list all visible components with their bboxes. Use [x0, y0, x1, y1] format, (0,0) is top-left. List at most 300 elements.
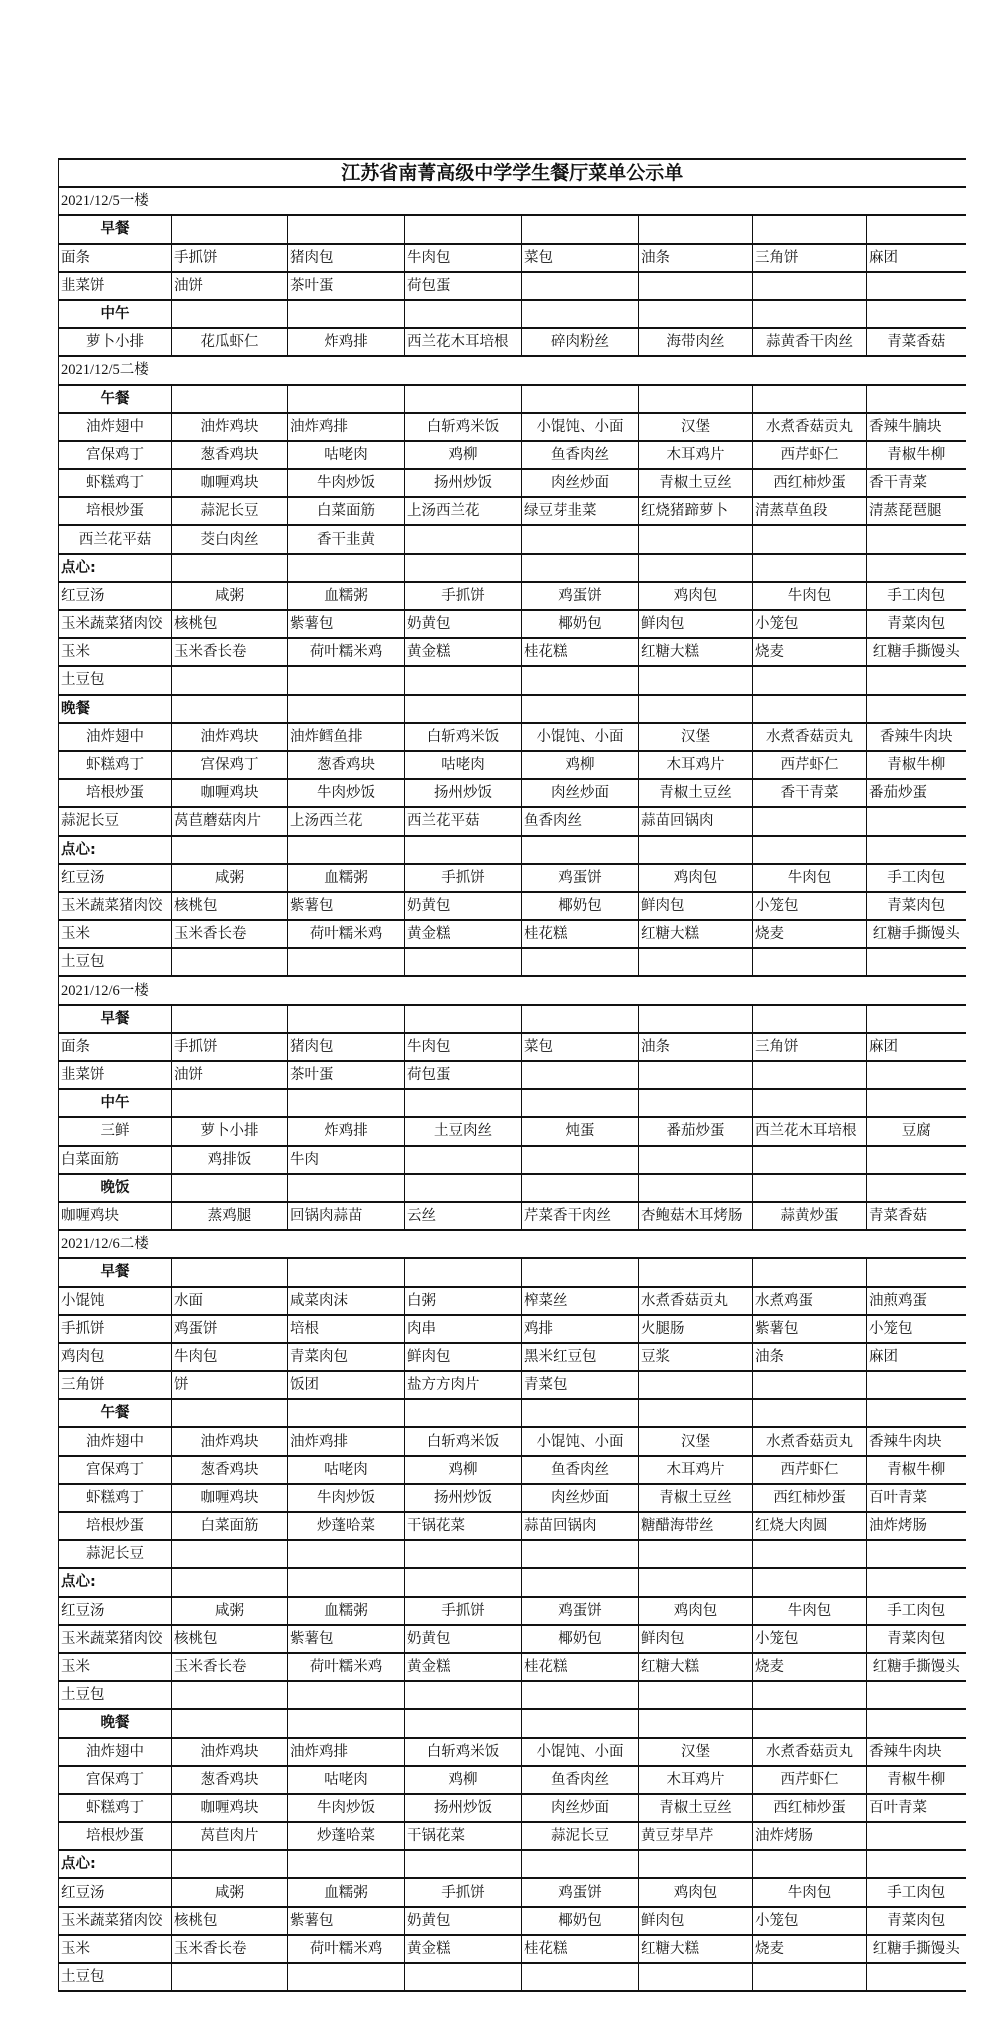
dish-cell: 土豆包	[59, 666, 172, 694]
empty-cell	[172, 1089, 288, 1117]
dish-cell: 小笼包	[753, 610, 867, 638]
empty-cell	[753, 1061, 867, 1089]
section-date-row	[59, 976, 966, 1004]
dish-cell: 红豆汤	[59, 864, 172, 892]
dish-cell: 咕咾肉	[288, 441, 405, 469]
dish-cell: 饭团	[288, 1371, 405, 1399]
dish-cell: 油条	[753, 1343, 867, 1371]
meal-header-row	[59, 1089, 966, 1117]
menu-item-row	[59, 948, 966, 976]
dish-cell: 小馄饨、小面	[522, 1427, 639, 1455]
dish-cell: 海带肉丝	[639, 328, 753, 356]
dish-cell: 青菜肉包	[867, 1625, 966, 1653]
dish-cell: 黄金糕	[405, 1935, 522, 1963]
empty-cell	[522, 1963, 639, 1991]
dish-cell: 小笼包	[753, 1907, 867, 1935]
dish-cell: 鲜肉包	[639, 610, 753, 638]
dish-cell: 青椒牛柳	[867, 751, 966, 779]
dish-cell: 小馄饨、小面	[522, 1738, 639, 1766]
dish-cell: 核桃包	[172, 610, 288, 638]
dish-cell: 油饼	[172, 272, 288, 300]
empty-cell	[867, 1399, 966, 1427]
empty-cell	[405, 1850, 522, 1878]
dish-cell: 小馄饨、小面	[522, 413, 639, 441]
empty-cell	[172, 1174, 288, 1202]
empty-cell	[522, 1258, 639, 1286]
section-date-label: 2021/12/6二楼	[59, 1230, 966, 1258]
menu-item-row	[59, 666, 966, 694]
empty-cell	[522, 1568, 639, 1596]
empty-cell	[867, 1089, 966, 1117]
dish-cell: 咸菜肉沫	[288, 1287, 405, 1315]
dish-cell: 红豆汤	[59, 1597, 172, 1625]
dish-cell: 小笼包	[753, 892, 867, 920]
menu-item-row	[59, 1963, 966, 1991]
meal-label: 点心:	[59, 554, 172, 582]
dish-cell: 烧麦	[753, 1653, 867, 1681]
section-date-row	[59, 356, 966, 384]
empty-cell	[867, 1822, 966, 1850]
dish-cell: 青椒牛柳	[867, 441, 966, 469]
empty-cell	[405, 1568, 522, 1596]
empty-cell	[639, 1709, 753, 1737]
dish-cell: 鸡蛋饼	[172, 1315, 288, 1343]
section-date-label: 2021/12/6一楼	[59, 976, 966, 1004]
dish-cell: 油炸烤肠	[867, 1512, 966, 1540]
empty-cell	[405, 1146, 522, 1174]
dish-cell: 面条	[59, 1033, 172, 1061]
dish-cell: 麻团	[867, 244, 966, 272]
dish-cell: 咖喱鸡块	[59, 1202, 172, 1230]
dish-cell: 鸡肉包	[639, 1878, 753, 1906]
dish-cell: 虾糕鸡丁	[59, 469, 172, 497]
empty-cell	[172, 300, 288, 328]
dish-cell: 蒸鸡腿	[172, 1202, 288, 1230]
dish-cell: 汉堡	[639, 1427, 753, 1455]
empty-cell	[753, 215, 867, 243]
dish-cell: 蒜黄炒蛋	[753, 1202, 867, 1230]
empty-cell	[522, 1540, 639, 1568]
dish-cell: 青菜香菇	[867, 328, 966, 356]
dish-cell: 荷叶糯米鸡	[288, 638, 405, 666]
dish-cell: 手抓饼	[172, 1033, 288, 1061]
empty-cell	[172, 554, 288, 582]
dish-cell: 西兰花平菇	[405, 807, 522, 835]
dish-cell: 青椒土豆丝	[639, 1484, 753, 1512]
dish-cell: 韭菜饼	[59, 1061, 172, 1089]
section-date-label: 2021/12/5一楼	[59, 187, 966, 215]
empty-cell	[288, 1258, 405, 1286]
dish-cell: 荷叶糯米鸡	[288, 920, 405, 948]
empty-cell	[522, 385, 639, 413]
meal-label: 早餐	[59, 1005, 172, 1033]
empty-cell	[405, 948, 522, 976]
dish-cell: 炸鸡排	[288, 328, 405, 356]
dish-cell: 干锅花菜	[405, 1822, 522, 1850]
dish-cell: 鸡肉包	[639, 1597, 753, 1625]
empty-cell	[867, 554, 966, 582]
dish-cell: 上汤西兰花	[405, 497, 522, 525]
menu-item-row	[59, 807, 966, 835]
empty-cell	[522, 1061, 639, 1089]
menu-item-row	[59, 469, 966, 497]
empty-cell	[172, 836, 288, 864]
dish-cell: 椰奶包	[522, 1625, 639, 1653]
empty-cell	[867, 1061, 966, 1089]
menu-item-row	[59, 441, 966, 469]
dish-cell: 汉堡	[639, 723, 753, 751]
menu-item-row	[59, 1371, 966, 1399]
dish-cell: 茶叶蛋	[288, 272, 405, 300]
empty-cell	[639, 1540, 753, 1568]
dish-cell: 黄金糕	[405, 1653, 522, 1681]
title-row	[59, 159, 966, 187]
empty-cell	[867, 695, 966, 723]
dish-cell: 香辣牛肉块	[867, 1427, 966, 1455]
menu-item-row	[59, 1935, 966, 1963]
empty-cell	[753, 272, 867, 300]
dish-cell: 油煎鸡蛋	[867, 1287, 966, 1315]
menu-item-row	[59, 1738, 966, 1766]
dish-cell: 牛肉包	[753, 1878, 867, 1906]
menu-item-row	[59, 525, 966, 553]
menu-item-row	[59, 244, 966, 272]
empty-cell	[639, 1005, 753, 1033]
dish-cell: 扬州炒饭	[405, 1794, 522, 1822]
empty-cell	[867, 1709, 966, 1737]
dish-cell: 土豆肉丝	[405, 1117, 522, 1145]
dish-cell: 玉米	[59, 638, 172, 666]
empty-cell	[522, 1681, 639, 1709]
empty-cell	[753, 1174, 867, 1202]
empty-cell	[639, 836, 753, 864]
empty-cell	[867, 1258, 966, 1286]
empty-cell	[867, 807, 966, 835]
menu-item-row	[59, 1907, 966, 1935]
dish-cell: 烧麦	[753, 638, 867, 666]
menu-item-row	[59, 1540, 966, 1568]
empty-cell	[172, 1681, 288, 1709]
empty-cell	[639, 1568, 753, 1596]
dish-cell: 油炸烤肠	[753, 1822, 867, 1850]
dish-cell: 葱香鸡块	[288, 751, 405, 779]
menu-item-row	[59, 1878, 966, 1906]
menu-item-row	[59, 1117, 966, 1145]
dish-cell: 碎肉粉丝	[522, 328, 639, 356]
empty-cell	[288, 836, 405, 864]
dish-cell: 蒜泥长豆	[172, 497, 288, 525]
meal-header-row	[59, 215, 966, 243]
dish-cell: 虾糕鸡丁	[59, 1794, 172, 1822]
dish-cell: 油炸鸡排	[288, 413, 405, 441]
empty-cell	[405, 836, 522, 864]
empty-cell	[867, 1963, 966, 1991]
dish-cell: 紫薯包	[753, 1315, 867, 1343]
empty-cell	[639, 215, 753, 243]
dish-cell: 汉堡	[639, 413, 753, 441]
empty-cell	[172, 1005, 288, 1033]
dish-cell: 木耳鸡片	[639, 751, 753, 779]
empty-cell	[522, 300, 639, 328]
meal-label: 午餐	[59, 1399, 172, 1427]
dish-cell: 鸡排饭	[172, 1146, 288, 1174]
empty-cell	[288, 300, 405, 328]
empty-cell	[172, 948, 288, 976]
empty-cell	[867, 1005, 966, 1033]
dish-cell: 咸粥	[172, 864, 288, 892]
empty-cell	[867, 215, 966, 243]
empty-cell	[753, 1681, 867, 1709]
dish-cell: 西红柿炒蛋	[753, 469, 867, 497]
dish-cell: 蒜黄香干肉丝	[753, 328, 867, 356]
dish-cell: 木耳鸡片	[639, 441, 753, 469]
dish-cell: 百叶青菜	[867, 1794, 966, 1822]
dish-cell: 水面	[172, 1287, 288, 1315]
meal-header-row	[59, 695, 966, 723]
empty-cell	[639, 1089, 753, 1117]
empty-cell	[753, 525, 867, 553]
dish-cell: 花瓜虾仁	[172, 328, 288, 356]
empty-cell	[639, 1174, 753, 1202]
dish-cell: 木耳鸡片	[639, 1766, 753, 1794]
dish-cell: 百叶青菜	[867, 1484, 966, 1512]
dish-cell: 荷包蛋	[405, 272, 522, 300]
empty-cell	[867, 300, 966, 328]
menu-item-row	[59, 328, 966, 356]
dish-cell: 火腿肠	[639, 1315, 753, 1343]
dish-cell: 糖醋海带丝	[639, 1512, 753, 1540]
dish-cell: 萝卜小排	[59, 328, 172, 356]
empty-cell	[288, 1005, 405, 1033]
menu-item-row	[59, 1681, 966, 1709]
dish-cell: 西芹虾仁	[753, 441, 867, 469]
empty-cell	[867, 1371, 966, 1399]
empty-cell	[172, 1850, 288, 1878]
dish-cell: 培根炒蛋	[59, 1512, 172, 1540]
dish-cell: 西兰花木耳培根	[405, 328, 522, 356]
dish-cell: 牛肉包	[172, 1343, 288, 1371]
dish-cell: 玉米蔬菜猪肉饺	[59, 892, 172, 920]
dish-cell: 蒜泥长豆	[59, 807, 172, 835]
empty-cell	[639, 1850, 753, 1878]
empty-cell	[288, 1709, 405, 1737]
dish-cell: 西芹虾仁	[753, 1456, 867, 1484]
dish-cell: 白斩鸡米饭	[405, 1427, 522, 1455]
menu-item-row	[59, 1512, 966, 1540]
dish-cell: 虾糕鸡丁	[59, 1484, 172, 1512]
dish-cell: 莴苣肉片	[172, 1822, 288, 1850]
dish-cell: 蒜泥长豆	[59, 1540, 172, 1568]
menu-item-row	[59, 723, 966, 751]
dish-cell: 肉丝炒面	[522, 469, 639, 497]
meal-header-row	[59, 1258, 966, 1286]
dish-cell: 奶黄包	[405, 610, 522, 638]
dish-cell: 水煮香菇贡丸	[753, 1738, 867, 1766]
dish-cell: 桂花糕	[522, 1935, 639, 1963]
dish-cell: 香干韭黄	[288, 525, 405, 553]
dish-cell: 油条	[639, 244, 753, 272]
empty-cell	[639, 1681, 753, 1709]
dish-cell: 芹菜香干肉丝	[522, 1202, 639, 1230]
dish-cell: 三角饼	[753, 1033, 867, 1061]
dish-cell: 肉串	[405, 1315, 522, 1343]
dish-cell: 鱼香肉丝	[522, 441, 639, 469]
menu-item-row	[59, 1794, 966, 1822]
empty-cell	[522, 1399, 639, 1427]
dish-cell: 土豆包	[59, 1681, 172, 1709]
dish-cell: 土豆包	[59, 1963, 172, 1991]
dish-cell: 青菜香菇	[867, 1202, 966, 1230]
meal-label: 午餐	[59, 385, 172, 413]
dish-cell: 鸡柳	[405, 1766, 522, 1794]
empty-cell	[867, 836, 966, 864]
dish-cell: 手工肉包	[867, 1878, 966, 1906]
empty-cell	[753, 1005, 867, 1033]
dish-cell: 油炸鸡排	[288, 1427, 405, 1455]
empty-cell	[172, 1568, 288, 1596]
dish-cell: 菜包	[522, 1033, 639, 1061]
dish-cell: 手工肉包	[867, 864, 966, 892]
dish-cell: 西兰花平菇	[59, 525, 172, 553]
dish-cell: 红糖大糕	[639, 1653, 753, 1681]
dish-cell: 茭白肉丝	[172, 525, 288, 553]
dish-cell: 油炸翅中	[59, 723, 172, 751]
empty-cell	[405, 1174, 522, 1202]
dish-cell: 鸡肉包	[59, 1343, 172, 1371]
empty-cell	[288, 1681, 405, 1709]
dish-cell: 绿豆芽韭菜	[522, 497, 639, 525]
meal-header-row	[59, 1399, 966, 1427]
empty-cell	[172, 215, 288, 243]
dish-cell: 宫保鸡丁	[59, 1456, 172, 1484]
dish-cell: 牛肉炒饭	[288, 1794, 405, 1822]
menu-item-row	[59, 1653, 966, 1681]
meal-header-row	[59, 385, 966, 413]
dish-cell: 葱香鸡块	[172, 1456, 288, 1484]
dish-cell: 小馄饨、小面	[522, 723, 639, 751]
empty-cell	[753, 385, 867, 413]
dish-cell: 香辣牛肉块	[867, 1738, 966, 1766]
dish-cell: 白斩鸡米饭	[405, 723, 522, 751]
dish-cell: 奶黄包	[405, 892, 522, 920]
dish-cell: 香干青菜	[867, 469, 966, 497]
dish-cell: 红糖手撕馒头	[867, 1653, 966, 1681]
dish-cell: 鱼香肉丝	[522, 1766, 639, 1794]
dish-cell: 手抓饼	[405, 1878, 522, 1906]
dish-cell: 手抓饼	[405, 864, 522, 892]
meal-label: 早餐	[59, 215, 172, 243]
empty-cell	[753, 836, 867, 864]
empty-cell	[753, 1850, 867, 1878]
empty-cell	[867, 272, 966, 300]
empty-cell	[639, 554, 753, 582]
empty-cell	[867, 1174, 966, 1202]
dish-cell: 蒜苗回锅肉	[522, 1512, 639, 1540]
dish-cell: 炒蓬哈菜	[288, 1822, 405, 1850]
empty-cell	[405, 1681, 522, 1709]
empty-cell	[639, 666, 753, 694]
empty-cell	[405, 1540, 522, 1568]
dish-cell: 牛肉炒饭	[288, 1484, 405, 1512]
empty-cell	[867, 948, 966, 976]
dish-cell: 宫保鸡丁	[59, 441, 172, 469]
dish-cell: 鸡蛋饼	[522, 1878, 639, 1906]
dish-cell: 番茄炒蛋	[867, 779, 966, 807]
menu-item-row	[59, 1456, 966, 1484]
dish-cell: 玉米香长卷	[172, 1935, 288, 1963]
dish-cell: 咸粥	[172, 582, 288, 610]
empty-cell	[522, 836, 639, 864]
dish-cell: 油饼	[172, 1061, 288, 1089]
dish-cell: 咕咾肉	[405, 751, 522, 779]
dish-cell: 核桃包	[172, 1907, 288, 1935]
empty-cell	[522, 1146, 639, 1174]
empty-cell	[753, 1089, 867, 1117]
dish-cell: 玉米蔬菜猪肉饺	[59, 1625, 172, 1653]
dish-cell: 青椒土豆丝	[639, 779, 753, 807]
empty-cell	[522, 1005, 639, 1033]
dish-cell: 咖喱鸡块	[172, 1484, 288, 1512]
empty-cell	[288, 215, 405, 243]
dish-cell: 西芹虾仁	[753, 751, 867, 779]
dish-cell: 香辣牛肉块	[867, 723, 966, 751]
dish-cell: 荷包蛋	[405, 1061, 522, 1089]
empty-cell	[753, 1371, 867, 1399]
dish-cell: 油炸鸡块	[172, 723, 288, 751]
dish-cell: 牛肉包	[753, 582, 867, 610]
dish-cell: 青菜包	[522, 1371, 639, 1399]
menu-item-row	[59, 751, 966, 779]
meal-header-row	[59, 1850, 966, 1878]
dish-cell: 木耳鸡片	[639, 1456, 753, 1484]
empty-cell	[753, 300, 867, 328]
dish-cell: 牛肉包	[753, 1597, 867, 1625]
empty-cell	[288, 1850, 405, 1878]
empty-cell	[405, 1709, 522, 1737]
dish-cell: 手工肉包	[867, 1597, 966, 1625]
section-date-row	[59, 187, 966, 215]
dish-cell: 鲜肉包	[639, 892, 753, 920]
dish-cell: 咕咾肉	[288, 1456, 405, 1484]
empty-cell	[867, 385, 966, 413]
dish-cell: 小笼包	[753, 1625, 867, 1653]
empty-cell	[522, 1850, 639, 1878]
empty-cell	[405, 695, 522, 723]
dish-cell: 杏鲍菇木耳烤肠	[639, 1202, 753, 1230]
dish-cell: 培根炒蛋	[59, 497, 172, 525]
dish-cell: 紫薯包	[288, 892, 405, 920]
empty-cell	[522, 1089, 639, 1117]
meal-header-row	[59, 554, 966, 582]
empty-cell	[639, 525, 753, 553]
dish-cell: 鲜肉包	[639, 1625, 753, 1653]
dish-cell: 油条	[639, 1033, 753, 1061]
menu-item-row	[59, 1202, 966, 1230]
dish-cell: 手工肉包	[867, 582, 966, 610]
dish-cell: 宫保鸡丁	[59, 1766, 172, 1794]
dish-cell: 肉丝炒面	[522, 1794, 639, 1822]
dish-cell: 青菜肉包	[867, 892, 966, 920]
section-date-row	[59, 1230, 966, 1258]
dish-cell: 油炸翅中	[59, 413, 172, 441]
empty-cell	[172, 385, 288, 413]
dish-cell: 豆浆	[639, 1343, 753, 1371]
empty-cell	[405, 300, 522, 328]
dish-cell: 玉米	[59, 1653, 172, 1681]
dish-cell: 红糖手撕馒头	[867, 920, 966, 948]
empty-cell	[172, 1963, 288, 1991]
meal-label: 晚饭	[59, 1174, 172, 1202]
